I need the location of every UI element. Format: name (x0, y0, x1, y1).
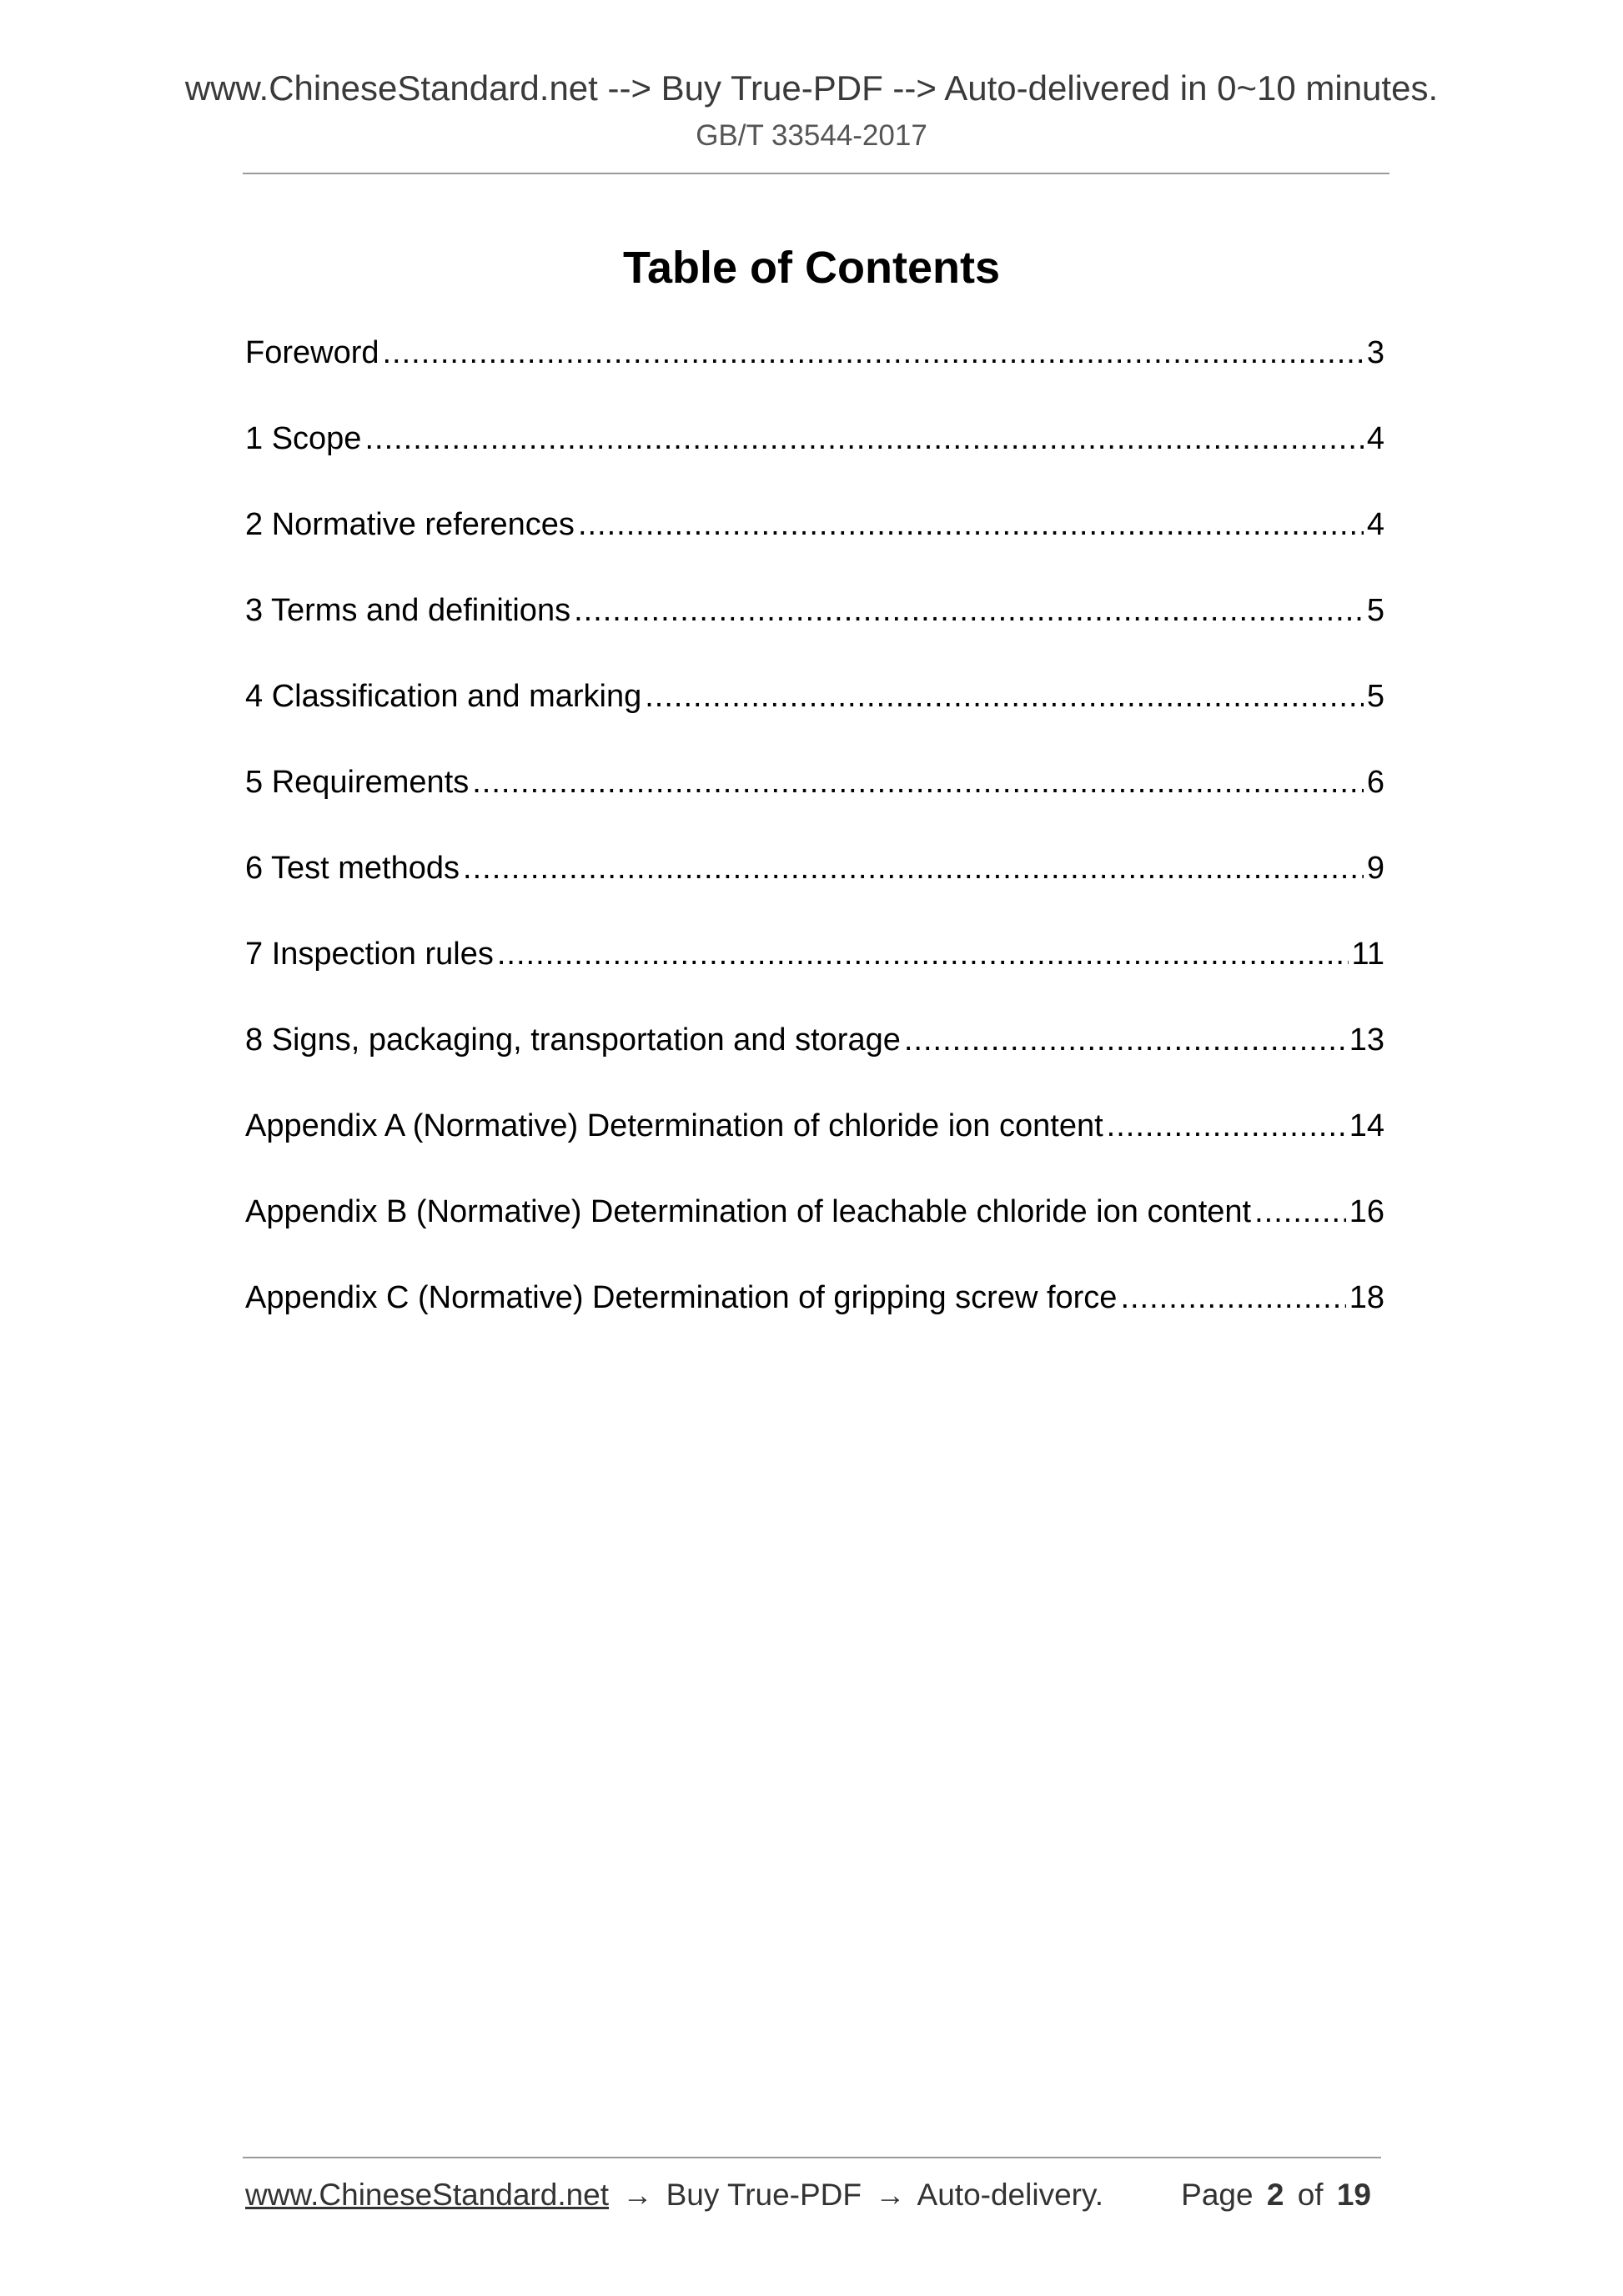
toc-entry-label: 3 Terms and definitions (245, 593, 571, 628)
site-link[interactable]: www.ChineseStandard.net (245, 2178, 610, 2212)
toc-dot-leader (463, 844, 1364, 892)
toc-dot-leader (472, 758, 1364, 806)
toc-dot-leader (383, 329, 1364, 377)
toc-entry-label: Appendix C (Normative) Determination of gripping screw force (245, 1280, 1118, 1315)
right-arrow-icon: → (875, 2178, 906, 2212)
toc-dot-leader (497, 930, 1349, 978)
toc-entry-label: 4 Classification and marking (245, 679, 642, 714)
toc-entry-appendix-b[interactable] (245, 1188, 1384, 1274)
toc-entry-appendix-a[interactable] (245, 1102, 1384, 1188)
toc-entry-appendix-c[interactable] (245, 1274, 1384, 1359)
footer-divider (243, 2157, 1381, 2158)
standard-code: GB/T 33544-2017 (696, 119, 927, 152)
toc-entry-terms-definitions[interactable] (245, 586, 1384, 672)
toc-dot-leader (1120, 1274, 1345, 1322)
toc-entry-label: Foreword (245, 335, 379, 370)
page-indicator (1181, 2172, 1376, 2218)
toc-entry-page: 3 (1366, 335, 1384, 370)
buy-text: Buy True-PDF (666, 2178, 862, 2212)
toc-entry-label: Appendix B (Normative) Determination of leachable chloride ion content (245, 1194, 1252, 1229)
toc-entry-page: 9 (1366, 851, 1384, 886)
toc-entry-page: 16 (1349, 1194, 1384, 1229)
toc-entry-page: 5 (1366, 679, 1384, 714)
toc-entry-label: 1 Scope (245, 421, 362, 456)
toc-entry-label: Appendix A (Normative) Determination of chloride ion content (245, 1108, 1103, 1143)
delivery-text: Auto-delivery. (917, 2178, 1104, 2212)
toc-entry-inspection-rules[interactable] (245, 930, 1384, 1016)
toc-entry-page: 13 (1349, 1022, 1384, 1058)
toc-entry-page: 6 (1366, 765, 1384, 800)
toc-entry-test-methods[interactable] (245, 844, 1384, 930)
table-of-contents (245, 329, 1384, 1359)
toc-dot-leader (578, 500, 1364, 549)
toc-entry-page: 11 (1351, 937, 1384, 972)
total-pages: 19 (1336, 2178, 1371, 2212)
toc-entry-page: 5 (1366, 593, 1384, 628)
toc-dot-leader (1107, 1102, 1346, 1150)
header-banner: www.ChineseStandard.net --> Buy True-PDF --> Auto-delivered in 0~10 minutes. (184, 68, 1439, 108)
toc-entry-page: 14 (1349, 1108, 1384, 1143)
toc-entry-label: 2 Normative references (245, 507, 575, 542)
footer-promo (245, 2172, 1103, 2218)
toc-entry-normative-references[interactable] (245, 500, 1384, 586)
toc-dot-leader (364, 414, 1363, 463)
of-label: of (1297, 2178, 1324, 2212)
toc-entry-label: 6 Test methods (245, 851, 460, 886)
toc-entry-signs-packaging[interactable] (245, 1016, 1384, 1102)
toc-entry-foreword[interactable] (245, 329, 1384, 414)
page-label: Page (1181, 2178, 1254, 2212)
toc-entry-classification-marking[interactable] (245, 672, 1384, 758)
toc-entry-requirements[interactable] (245, 758, 1384, 844)
page-title: Table of Contents (623, 243, 1000, 293)
toc-entry-page: 4 (1366, 421, 1384, 456)
toc-dot-leader (574, 586, 1364, 635)
toc-dot-leader (904, 1016, 1346, 1064)
toc-entry-page: 18 (1349, 1280, 1384, 1315)
header-divider (243, 173, 1389, 174)
page-footer (245, 2172, 1381, 2218)
toc-entry-label: 5 Requirements (245, 765, 470, 800)
toc-entry-label: 8 Signs, packaging, transportation and storage (245, 1022, 901, 1058)
toc-entry-page: 4 (1366, 507, 1384, 542)
toc-dot-leader (645, 672, 1364, 721)
toc-entry-scope[interactable] (245, 414, 1384, 500)
toc-entry-label: 7 Inspection rules (245, 937, 494, 972)
toc-dot-leader (1254, 1188, 1346, 1236)
right-arrow-icon: → (622, 2178, 653, 2212)
current-page: 2 (1266, 2178, 1284, 2212)
